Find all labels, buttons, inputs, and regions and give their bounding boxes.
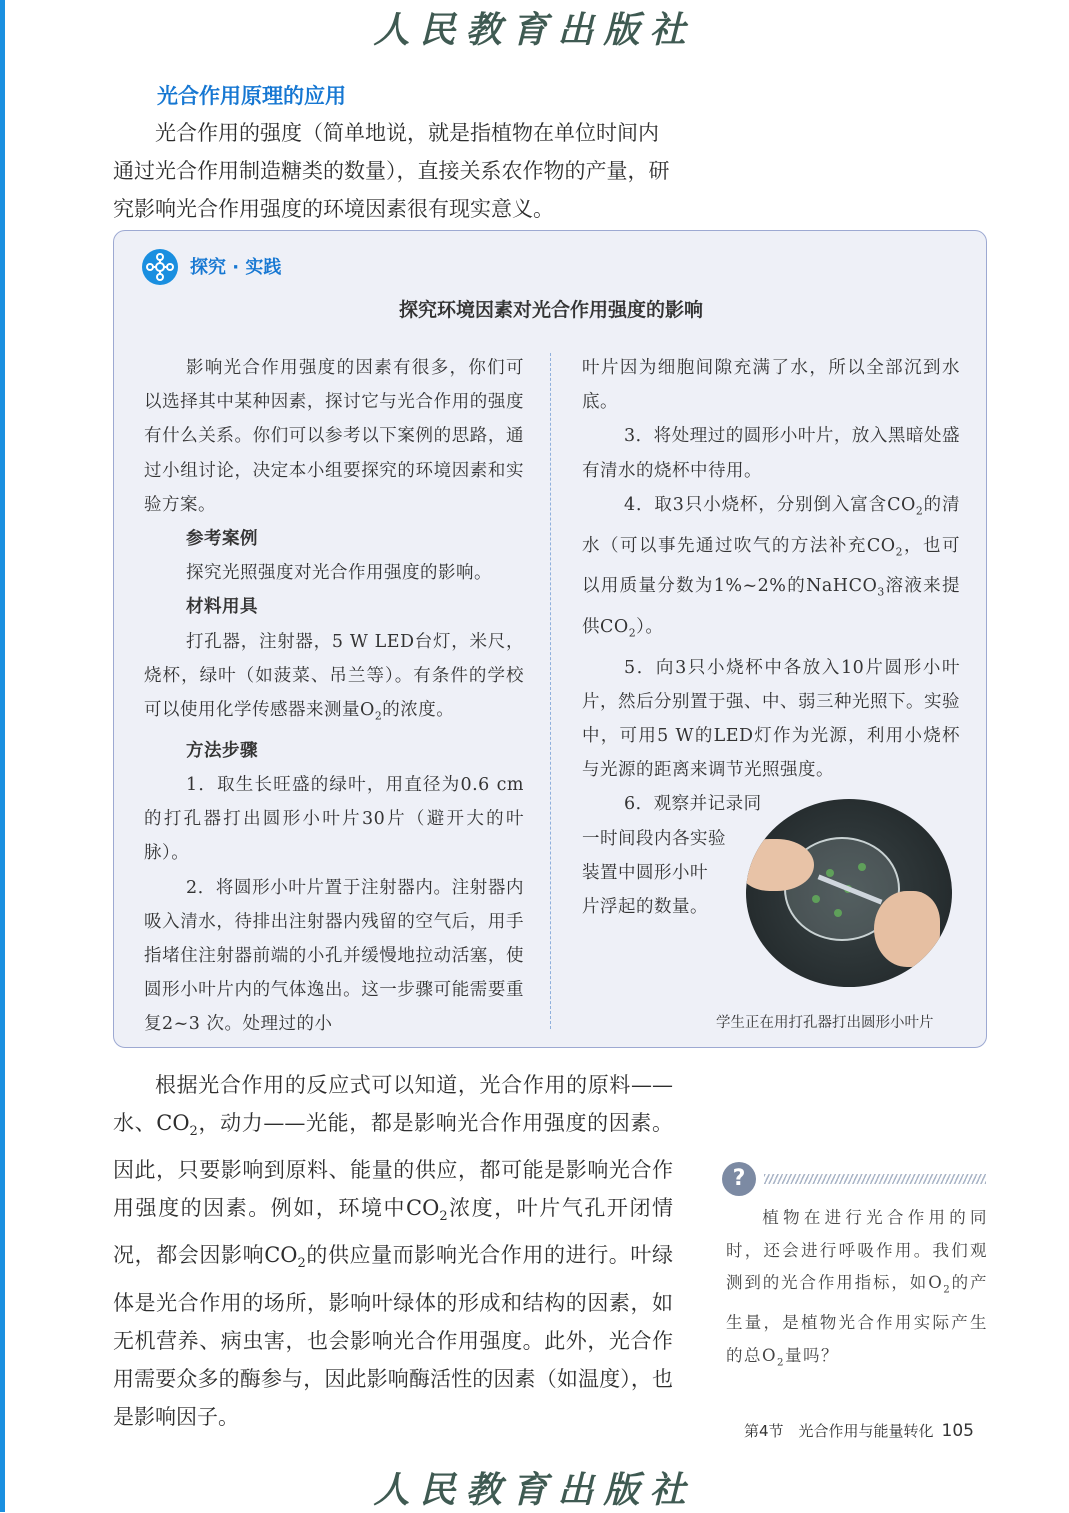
column-divider <box>550 353 551 1029</box>
box-tag: 探究 · 实践 <box>190 257 282 278</box>
hatched-rule <box>764 1174 986 1184</box>
intro-paragraph <box>113 114 673 228</box>
step-2-cont: 叶片因为细胞间隙充满了水，所以全部沉到水底。 <box>582 358 960 413</box>
leaf-disc <box>834 909 842 917</box>
methods-label: 方法步骤 <box>186 740 258 761</box>
step-3: 3．将处理过的圆形小叶片，放入黑暗处盛有清水的烧杯中待用。 <box>582 426 960 481</box>
case-label: 参考案例 <box>186 529 258 550</box>
case-text: 探究光照强度对光合作用强度的影响。 <box>186 563 492 584</box>
publisher-header: 人民教育出版社 <box>373 9 696 51</box>
box-heading: 探究环境因素对光合作用强度的影响 <box>398 299 703 321</box>
step-1: 1．取生长旺盛的绿叶，用直径为0.6 cm的打孔器打出圆形小叶片30片（避开大的叶脉）。 <box>144 774 524 864</box>
box-left-column <box>144 351 524 1042</box>
publisher-footer: 人民教育出版社 <box>373 1469 696 1511</box>
question-icon: ? <box>722 1162 756 1196</box>
section-title: 光合作用原理的应用 <box>157 84 346 108</box>
experiment-photo <box>746 799 952 987</box>
leaf-disc <box>826 869 834 877</box>
main-text: 根据光合作用的反应式可以知道，光合作用的原料——水、$CO_2$，动力——光能，都是影响光合作用强度的因素。因此，只要影响到原料、能量的供应，都可能是影响光合作用强度的因素。例如，环境中$CO_2$浓度，叶片气孔开闭情况，都会因影响$CO_2$的供应量而影响光合作用的进行。叶绿体是光合作用的场所，影响叶绿体的形成和结构的因素，如无机营养、病虫害，也会影响光合作用强度。此外，光合作用需要众多的酶参与，因此影响酶活性的因素（如温度），也是影响因子。 <box>113 1073 673 1429</box>
materials-text: 打孔器，注射器，5 W LED台灯，米尺，烧杯，绿叶（如菠菜、吊兰等）。有条件的学校可以使用化学传感器来测量$O_2$的浓度。 <box>144 631 524 723</box>
main-paragraph <box>113 1066 673 1436</box>
step-6-line3: 装置中圆形小叶 <box>582 862 708 883</box>
page-number: 105 <box>941 1421 974 1441</box>
step-6-line4: 片浮起的数量。 <box>582 897 708 918</box>
step-6-line1: 6．观察并记录同 <box>624 794 762 815</box>
box-intro: 影响光合作用强度的因素有很多，你们可以选择其中某种因素，探讨它与光合作用的强度有什么关系。你们可以参考以下案例的思路，通过小组讨论，决定本小组要探究的环境因素和实验方案。 <box>144 358 524 515</box>
step-5: 5．向3只小烧杯中各放入10片圆形小叶片，然后分别置于强、中、弱三种光照下。实验中，可用5 W的LED灯作为光源，利用小烧杯与光源的距离来调节光照强度。 <box>582 657 960 781</box>
page-footer <box>744 1420 974 1441</box>
leaf-disc <box>858 863 866 871</box>
leaf-disc <box>812 895 820 903</box>
intro-text: 光合作用的强度（简单地说，就是指植物在单位时间内通过光合作用制造糖类的数量），直接关系农作物的产量，研究影响光合作用强度的环境因素很有现实意义。 <box>113 121 670 221</box>
side-note-text: 植物在进行光合作用的同时，还会进行呼吸作用。我们观测到的光合作用指标，如$O_2$的产生量，是植物光合作用实际产生的总$O_2$量吗？ <box>726 1208 988 1368</box>
step-2: 2．将圆形小叶片置于注射器内。注射器内吸入清水，待排出注射器内残留的空气后，用手指堵住注射器前端的小孔并缓慢地拉动活塞，使圆形小叶片内的气体逸出。这一步骤可能需要重复2~3 次。处理过的小 <box>144 877 524 1035</box>
molecule-icon <box>142 249 178 285</box>
side-note <box>726 1202 988 1380</box>
step-6-line2: 一时间段内各实验 <box>582 828 726 849</box>
photo-caption: 学生正在用打孔器打出圆形小叶片 <box>716 1015 934 1031</box>
footer-section: 第4节 光合作用与能量转化 <box>744 1422 934 1440</box>
step-4: 4．取3只小烧杯，分别倒入富含$CO_2$的清水（可以事先通过吹气的方法补充$CO_2$，也可以用质量分数为1%~2%的NaHCO$_3$溶液来提供$CO_2$）。 <box>582 494 960 640</box>
left-edge-bar <box>0 0 5 1512</box>
inquiry-box <box>113 230 987 1048</box>
right-hand <box>874 891 940 967</box>
materials-label: 材料用具 <box>186 597 258 618</box>
